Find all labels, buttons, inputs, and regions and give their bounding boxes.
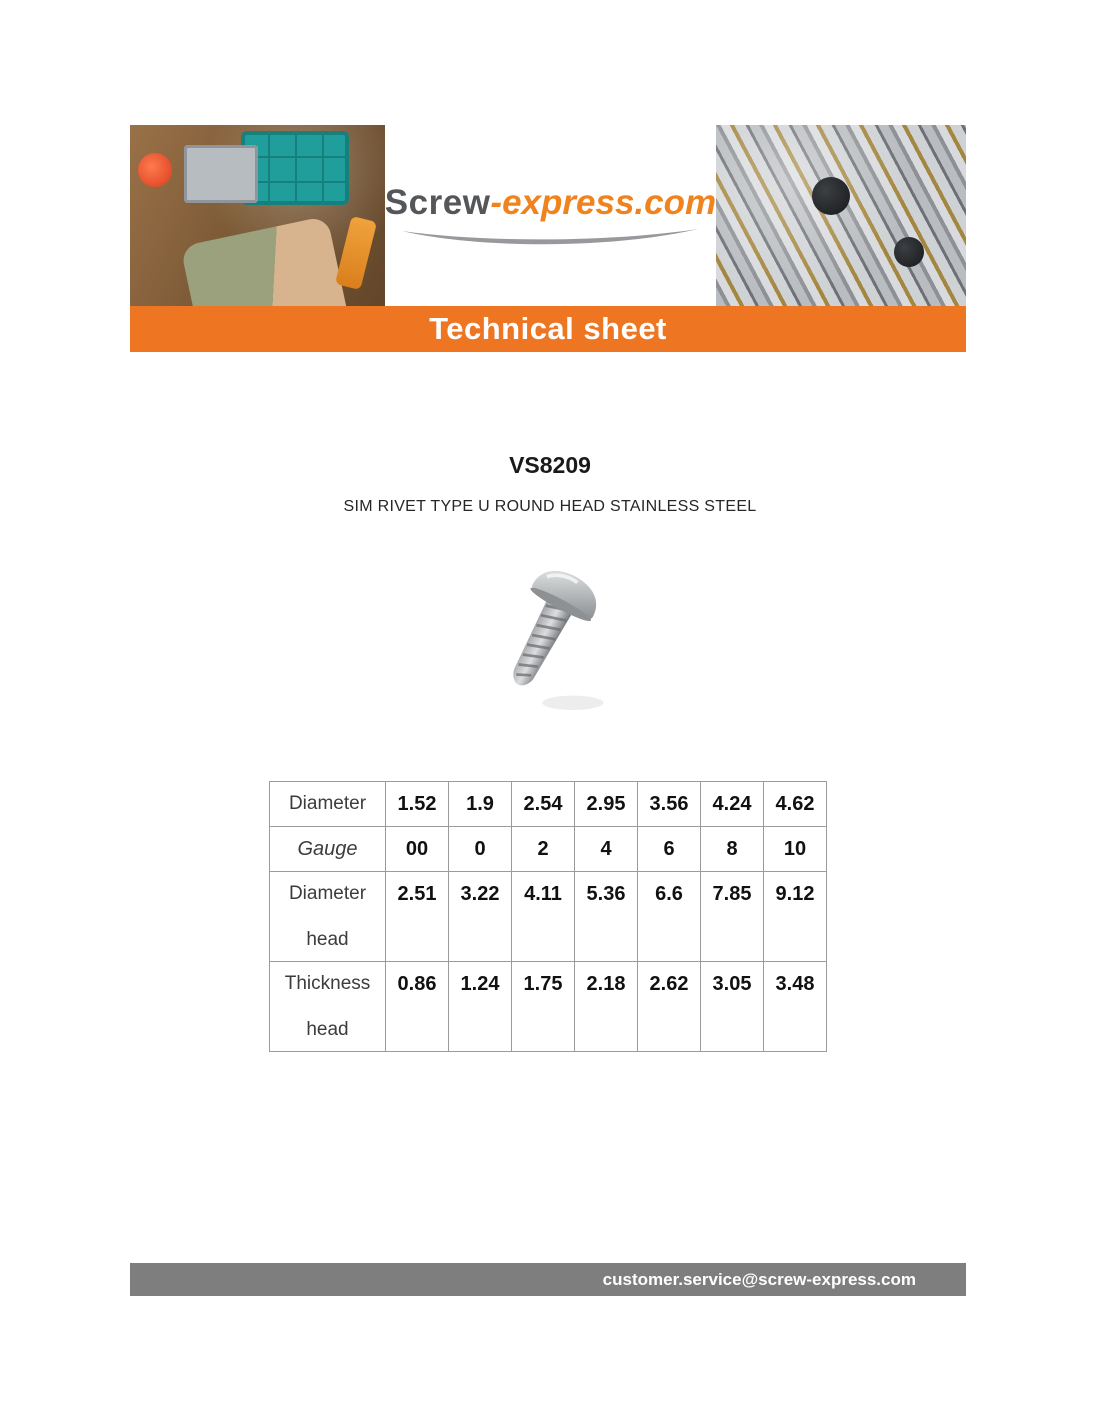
cell-gauge: 10 bbox=[764, 827, 827, 872]
tool-shape bbox=[335, 216, 377, 290]
logo-swoosh bbox=[400, 225, 700, 249]
cell-diameter: 4.62 bbox=[764, 782, 827, 827]
header-photos bbox=[130, 125, 966, 306]
cell-thickness-head: 3.05 bbox=[701, 962, 764, 1052]
tape-measure-shape bbox=[138, 153, 172, 187]
cell-diameter-head: 4.11 bbox=[512, 872, 575, 962]
cell-diameter-head: 6.6 bbox=[638, 872, 701, 962]
row-label-thickness-head bbox=[270, 962, 386, 1052]
cell-thickness-head: 2.18 bbox=[575, 962, 638, 1052]
cell-thickness-head: 2.62 bbox=[638, 962, 701, 1052]
spec-table-section bbox=[269, 781, 827, 1052]
cell-diameter-head: 3.22 bbox=[449, 872, 512, 962]
cell-diameter-head: 9.12 bbox=[764, 872, 827, 962]
cell-diameter-head: 2.51 bbox=[386, 872, 449, 962]
label-line2: head bbox=[306, 929, 349, 950]
screw-head-shape bbox=[894, 237, 924, 267]
cell-diameter: 1.52 bbox=[386, 782, 449, 827]
label-line1: Diameter bbox=[288, 883, 367, 904]
product-code: VS8209 bbox=[509, 452, 591, 478]
customer-service-email[interactable]: customer.service@screw-express.com bbox=[602, 1270, 916, 1289]
cell-diameter: 1.9 bbox=[449, 782, 512, 827]
cell-gauge: 6 bbox=[638, 827, 701, 872]
spec-table bbox=[269, 781, 827, 1052]
workbench-photo bbox=[130, 125, 385, 306]
row-thickness-head bbox=[270, 962, 827, 1052]
brand-logo bbox=[385, 125, 716, 306]
row-diameter-head bbox=[270, 872, 827, 962]
header bbox=[130, 125, 966, 352]
row-label-diameter: Diameter bbox=[270, 782, 386, 827]
brand-suffix: -express.com bbox=[490, 182, 717, 222]
row-diameter bbox=[270, 782, 827, 827]
cell-diameter-head: 5.36 bbox=[575, 872, 638, 962]
cell-thickness-head: 0.86 bbox=[386, 962, 449, 1052]
cell-diameter: 4.24 bbox=[701, 782, 764, 827]
banner bbox=[130, 306, 966, 352]
cell-thickness-head: 3.48 bbox=[764, 962, 827, 1052]
row-label-gauge: Gauge bbox=[270, 827, 386, 872]
screws-photo bbox=[716, 125, 966, 306]
rivet-product-image bbox=[462, 548, 662, 728]
cell-gauge: 4 bbox=[575, 827, 638, 872]
arm-shape bbox=[180, 216, 350, 306]
product-title: SIM RIVET TYPE U ROUND HEAD STAINLESS STEEL bbox=[343, 498, 757, 515]
footer bbox=[130, 1263, 966, 1296]
cell-gauge: 0 bbox=[449, 827, 512, 872]
cell-diameter: 2.95 bbox=[575, 782, 638, 827]
cell-diameter: 3.56 bbox=[638, 782, 701, 827]
row-label-diameter-head bbox=[270, 872, 386, 962]
screw-head-shape bbox=[812, 177, 850, 215]
brand-logo-text bbox=[385, 183, 716, 223]
cell-thickness-head: 1.75 bbox=[512, 962, 575, 1052]
cell-gauge: 8 bbox=[701, 827, 764, 872]
label-line2: head bbox=[306, 1019, 349, 1040]
cell-diameter: 2.54 bbox=[512, 782, 575, 827]
cell-gauge: 2 bbox=[512, 827, 575, 872]
banner-title: Technical sheet bbox=[429, 311, 667, 346]
cell-gauge: 00 bbox=[386, 827, 449, 872]
cell-thickness-head: 1.24 bbox=[449, 962, 512, 1052]
parts-tray-shape bbox=[184, 145, 258, 203]
row-gauge bbox=[270, 827, 827, 872]
cell-diameter-head: 7.85 bbox=[701, 872, 764, 962]
brand-name: Screw bbox=[384, 182, 491, 222]
label-line1: Thickness bbox=[284, 973, 371, 994]
rivet-illustration bbox=[462, 548, 662, 728]
